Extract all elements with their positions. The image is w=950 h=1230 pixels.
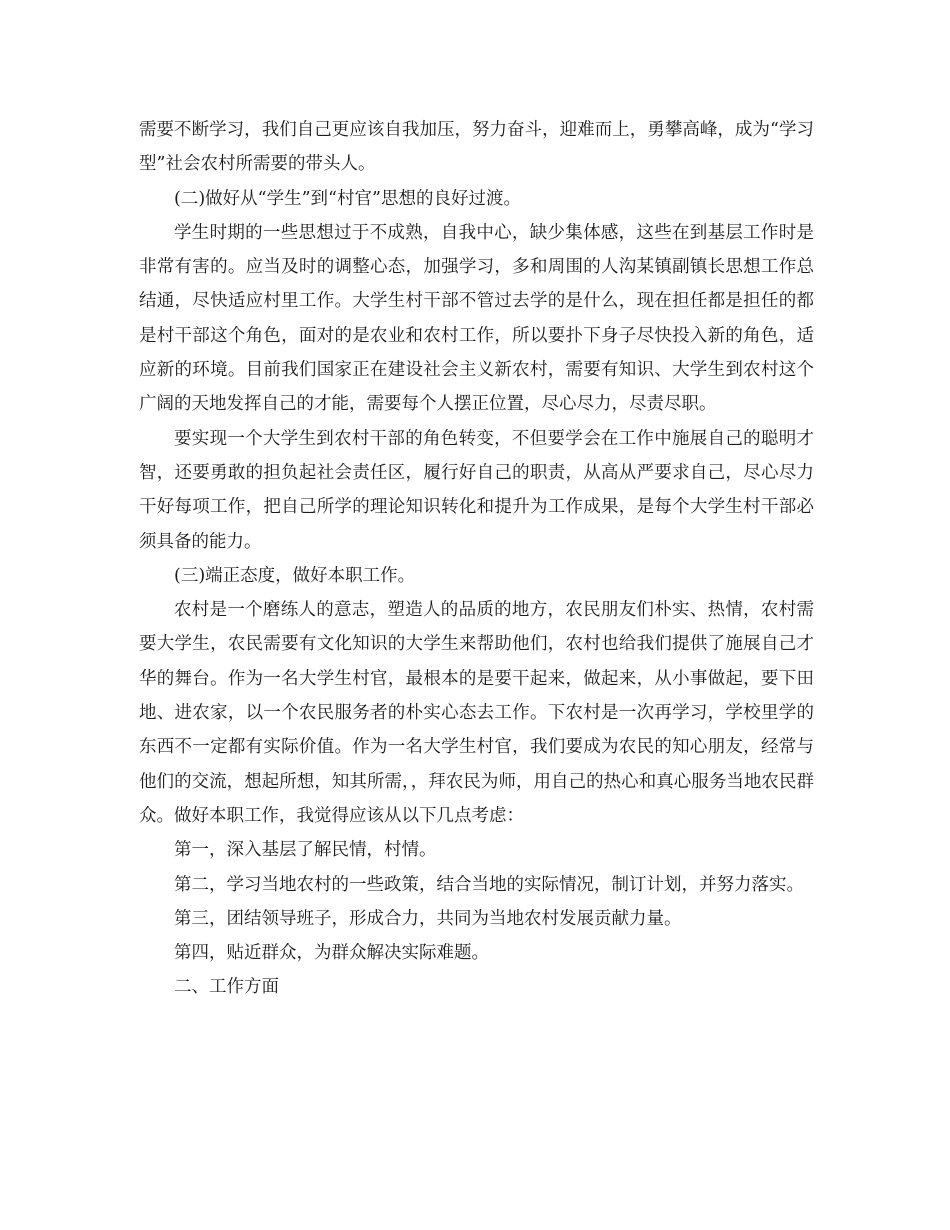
section-heading-3: (三)端正态度，做好本职工作。: [174, 565, 416, 586]
section-heading-work: 二、工作方面: [174, 977, 279, 998]
list-item-2: 第二，学习当地农村的一些政策，结合当地的实际情况，制订计划，并努力落实。: [174, 874, 804, 895]
document-page: [139, 113, 814, 1005]
paragraph-mindset: 学生时期的一些思想过于不成熟，自我中心，缺少集体感，这些在到基层工作时是非常有害的。应当及时的调整心态，加强学习，多和周围的人沟某镇副镇长思想工作总结通，尽快适应村里工作。大学生村干部不管过去学的是什么，现在担任都是担任的都是村干部这个角色，面对的是农业和农村工作，所以要扑下身子尽快投入新的角色，适应新的环境。目前我们国家正在建设社会主义新农村，需要有知识、大学生到农村这个广阔的天地发挥自己的才能，需要每个人摆正位置，尽心尽力，尽责尽职。: [139, 222, 814, 415]
list-item-1: 第一，深入基层了解民情，村情。: [174, 840, 437, 861]
section-heading-2: (二)做好从“学生”到“村官”思想的良好过渡。: [174, 188, 521, 209]
paragraph-role-change: 要实现一个大学生到农村干部的角色转变，不但要学会在工作中施展自己的聪明才智，还要勇敢的担负起社会责任区，履行好自己的职责，从高从严要求自己，尽心尽力干好每项工作，把自己所学的理论知识转化和提升为工作成果，是每个大学生村干部必须具备的能力。: [139, 428, 814, 552]
paragraph-attitude: 农村是一个磨练人的意志，塑造人的品质的地方，农民朋友们朴实、热情，农村需要大学生，农民需要有文化知识的大学生来帮助他们，农村也给我们提供了施展自己才华的舞台。作为一名大学生村官，最根本的是要干起来，做起来，从小事做起，要下田地、进农家，以一个农民服务者的朴实心态去工作。下农村是一次再学习，学校里学的东西不一定都有实际价值。作为一名大学生村官，我们要成为农民的知心朋友，经常与他们的交流，想起所想，知其所需，，拜农民为师，用自己的热心和真心服务当地农民群众。做好本职工作，我觉得应该从以下几点考虑：: [139, 600, 814, 826]
list-item-4: 第四，贴近群众，为群众解决实际难题。: [174, 943, 489, 964]
list-item-3: 第三，团结领导班子，形成合力，共同为当地农村发展贡献力量。: [174, 908, 682, 929]
paragraph-continuation: 需要不断学习，我们自己更应该自我加压，努力奋斗，迎难而上，勇攀高峰，成为“学习型”社会农村所需要的带头人。: [139, 120, 814, 175]
